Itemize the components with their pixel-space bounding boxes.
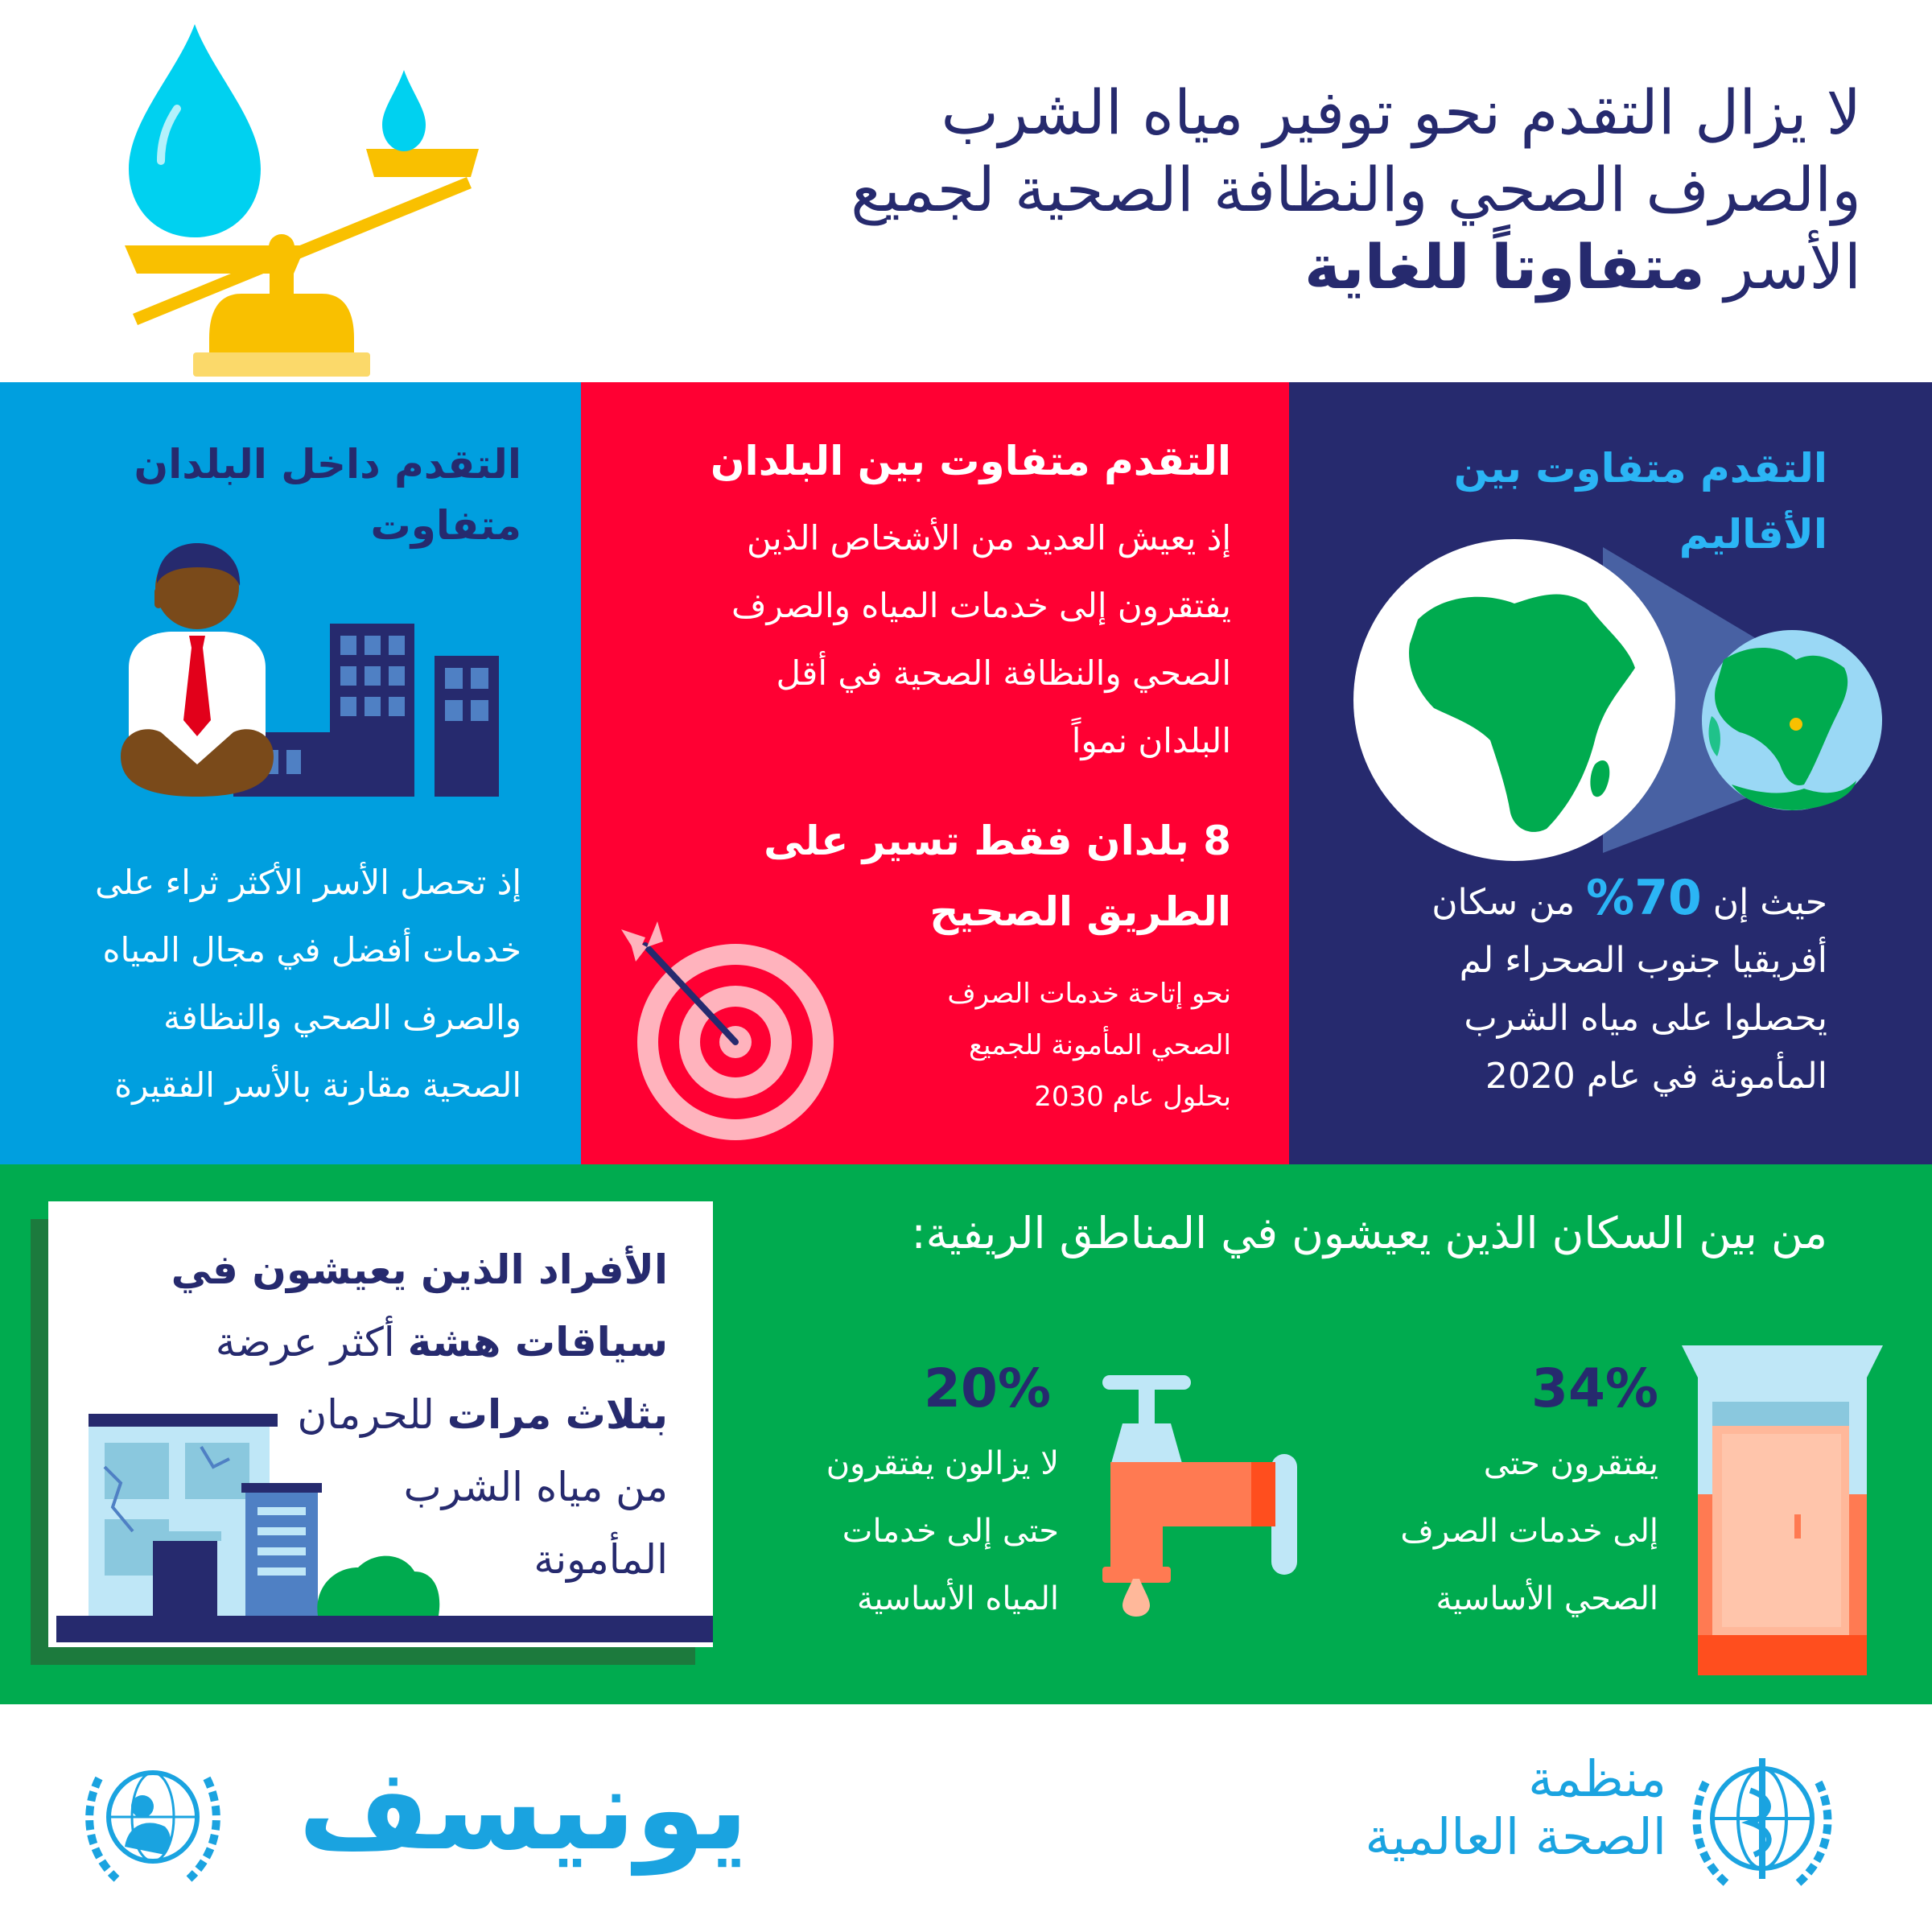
regions-text-line-3: يحصلوا على مياه الشرب — [1464, 998, 1827, 1039]
fragile-text — [153, 1234, 668, 1596]
faucet-drop-icon — [1078, 1366, 1304, 1623]
countries-small-line-3: بحلول عام 2030 — [1034, 1081, 1231, 1113]
rural-sanitation-line-3: الصحي الأساسية — [1436, 1580, 1658, 1617]
within-text — [6, 849, 521, 1119]
regions-text-prefix: حيث إن — [1712, 882, 1827, 923]
rural-sanitation-line-1: يفتقرون حتى — [1483, 1445, 1658, 1482]
rural-water-line-2: حتى إلى خدمات — [842, 1513, 1059, 1550]
who-name — [1345, 1750, 1666, 1866]
fragile-line-3 — [153, 1378, 668, 1451]
within-heading — [39, 434, 521, 556]
who-line-2: الصحة العالمية — [1365, 1807, 1666, 1866]
who-line-1: منظمة — [1528, 1749, 1666, 1808]
page-title — [654, 74, 1861, 306]
fragile-line-4: من مياه الشرب — [403, 1464, 668, 1510]
unicef-emblem-icon — [76, 1746, 229, 1891]
regions-text — [1264, 869, 1827, 1106]
rural-sanitation-line-2: إلى خدمات الصرف — [1400, 1513, 1658, 1550]
latrine-icon — [1674, 1345, 1891, 1675]
countries-subheading-line-1: 8 بلدان فقط تسير على — [764, 818, 1231, 864]
regions-text-line-1 — [1264, 869, 1827, 932]
fragile-contexts-card — [48, 1201, 713, 1647]
rural-heading: من بين السكان الذين يعيشون في المناطق الريفية: — [911, 1208, 1827, 1258]
businessman-buildings-icon — [113, 539, 531, 797]
panel-between-regions — [1289, 382, 1932, 1164]
title-line-3-prefix: الأسر — [1724, 231, 1861, 303]
countries-small-line-1: نحو إتاحة خدمات الصرف — [947, 978, 1231, 1010]
globe-africa-icon — [1345, 531, 1893, 869]
rural-water-pct: 20% — [924, 1357, 1051, 1419]
within-text-line-3: والصرف الصحي والنظافة — [163, 998, 521, 1037]
rural-water-text — [657, 1430, 1059, 1633]
regions-heading-line-1: التقدم متفاوت بين — [1453, 445, 1827, 492]
within-text-line-4: الصحية مقارنة بالأسر الفقيرة — [114, 1065, 521, 1105]
fragile-line-5: المأمونة — [533, 1536, 668, 1583]
target-arrow-icon — [613, 897, 863, 1147]
rural-water-line-1: لا يزالون يفتقرون — [826, 1445, 1059, 1482]
rural-section — [0, 1164, 1932, 1704]
unicef-name: يونيسف — [298, 1745, 748, 1876]
fragile-line-2 — [153, 1306, 668, 1378]
fragile-line-3-bold: بثلاث مرات — [447, 1391, 668, 1438]
title-line-1: لا يزال التقدم نحو توفير مياه الشرب — [941, 76, 1861, 148]
title-line-3-bold: متفاوتاً للغاية — [1304, 231, 1705, 303]
regions-pct: 70% — [1586, 870, 1702, 926]
countries-heading: التقدم متفاوت بين البلدان — [710, 438, 1231, 484]
fragile-line-3-rest: للحرمان — [297, 1391, 435, 1438]
fragile-line-2-rest: أكثر عرضة — [215, 1319, 395, 1366]
countries-text-line-1: إذ يعيش العديد من الأشخاص الذين — [747, 518, 1231, 558]
regions-text-line-2: أفريقيا جنوب الصحراء لم — [1459, 940, 1827, 981]
countries-text-line-2: يفتقرون إلى خدمات المياه والصرف — [731, 586, 1231, 625]
countries-subheading-line-2: الطريق الصحيح — [929, 888, 1231, 935]
regions-text-suffix: من سكان — [1431, 882, 1576, 923]
panel-between-countries — [581, 382, 1289, 1164]
regions-heading-line-2: الأقاليم — [1679, 511, 1827, 558]
rural-water-line-3: المياه الأساسية — [856, 1580, 1059, 1617]
countries-text-line-4: البلدان نمواً — [1071, 721, 1231, 760]
title-line-3 — [654, 229, 1861, 306]
rural-sanitation-pct: 34% — [1531, 1357, 1658, 1419]
countries-text — [603, 505, 1231, 775]
within-heading-line-1: التقدم داخل البلدان — [134, 441, 521, 488]
panel-within-countries — [0, 382, 581, 1164]
balance-scale-water-drops-icon — [113, 16, 491, 386]
within-text-line-2: خدمات أفضل في مجال المياه — [102, 930, 521, 970]
title-line-2: والصرف الصحي والنظافة الصحية لجميع — [851, 154, 1861, 225]
who-emblem-icon — [1682, 1742, 1843, 1895]
within-text-line-1: إذ تحصل الأسر الأكثر ثراء على — [95, 863, 521, 902]
fragile-line-2-bold: سياقات هشة — [407, 1319, 668, 1366]
countries-small-line-2: الصحي المأمونة للجميع — [968, 1029, 1231, 1061]
within-heading-line-2: متفاوت — [370, 502, 521, 549]
regions-text-line-4: المأمونة في عام 2020 — [1485, 1056, 1827, 1097]
countries-text-line-3: الصحي والنظافة الصحية في أقل — [776, 653, 1231, 693]
fragile-line-1: الأفراد الذين يعيشون في — [171, 1246, 668, 1293]
rural-sanitation-text — [1256, 1430, 1658, 1633]
countries-small-text — [893, 968, 1231, 1123]
